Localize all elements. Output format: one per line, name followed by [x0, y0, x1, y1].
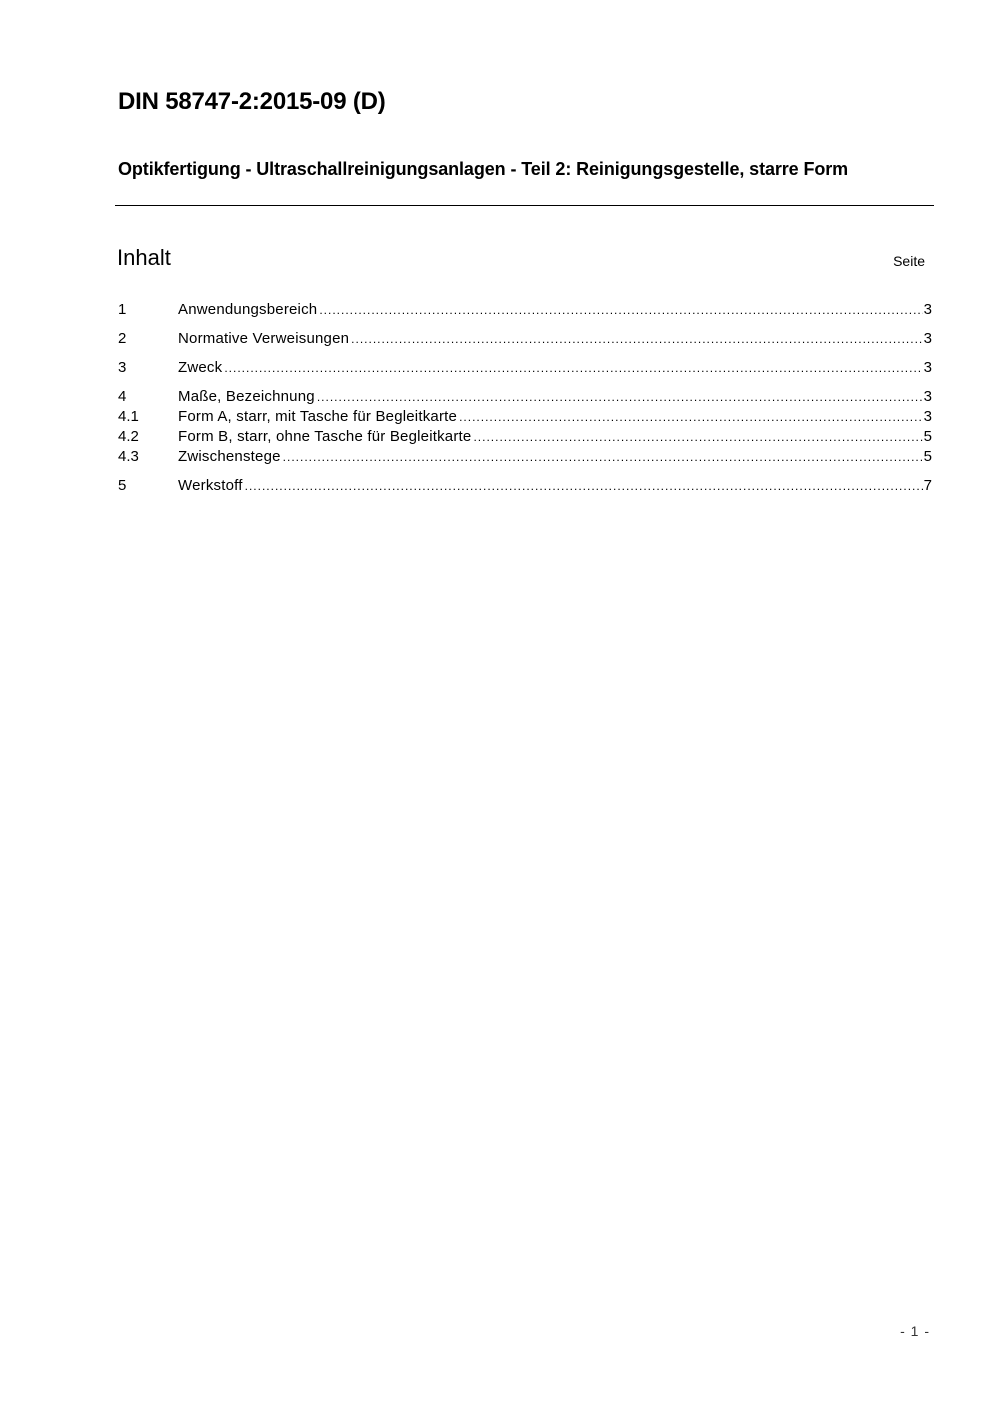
document-id: DIN 58747-2:2015-09 (D) [118, 88, 386, 115]
toc-dot-leader [319, 300, 922, 320]
toc-entry-number: 4.2 [118, 428, 139, 445]
toc-entry[interactable] [118, 476, 932, 496]
toc-entry[interactable] [118, 447, 932, 467]
toc-entry-page: 5 [923, 448, 932, 465]
toc-entry-page: 5 [923, 428, 932, 445]
toc-dot-leader [224, 358, 922, 378]
toc-entry-number: 1 [118, 301, 127, 318]
toc-entry-line [178, 329, 932, 349]
toc-heading: Inhalt [117, 245, 171, 270]
toc-entry-page: 3 [923, 359, 932, 376]
toc-entry-line [178, 358, 932, 378]
toc-entry[interactable] [118, 387, 932, 407]
toc-entry-label[interactable]: Zweck [178, 359, 223, 376]
toc-entry-page: 3 [923, 408, 932, 425]
toc-entry-page: 3 [923, 301, 932, 318]
toc-entry-line [178, 447, 932, 467]
toc-entry-number: 4.3 [118, 448, 139, 465]
table-of-contents [118, 300, 932, 496]
toc-entry-page: 7 [923, 477, 932, 494]
toc-entry[interactable] [118, 407, 932, 427]
page-number: - 1 - [900, 1323, 930, 1339]
toc-entry-number: 3 [118, 359, 127, 376]
toc-entry[interactable] [118, 329, 932, 349]
toc-entry-number: 2 [118, 330, 127, 347]
toc-entry-label[interactable]: Zwischenstege [178, 448, 281, 465]
toc-entry-number: 4 [118, 388, 127, 405]
toc-entry-number: 4.1 [118, 408, 139, 425]
toc-dot-leader [473, 427, 922, 447]
toc-entry-label[interactable]: Maße, Bezeichnung [178, 388, 315, 405]
toc-dot-leader [317, 387, 923, 407]
toc-entry-number: 5 [118, 477, 127, 494]
toc-entry-page: 3 [923, 330, 932, 347]
toc-entry-page: 3 [923, 388, 932, 405]
toc-entry[interactable] [118, 358, 932, 378]
document-title: Optikfertigung - Ultraschallreinigungsanlagen - Teil 2: Reinigungsgestelle, starre Form [118, 159, 849, 179]
toc-dot-leader [459, 407, 923, 427]
toc-dot-leader [351, 329, 923, 349]
toc-dot-leader [283, 447, 923, 467]
toc-entry-line [178, 387, 932, 407]
toc-entry-label[interactable]: Werkstoff [178, 477, 243, 494]
toc-entry-line [178, 407, 932, 427]
toc-entry[interactable] [118, 300, 932, 320]
toc-entry-label[interactable]: Anwendungsbereich [178, 301, 318, 318]
title-divider [115, 205, 934, 206]
toc-entry-label[interactable]: Normative Verweisungen [178, 330, 350, 347]
toc-entry[interactable] [118, 427, 932, 447]
toc-entry-line [178, 300, 932, 320]
toc-page-column-label: Seite [893, 253, 925, 269]
toc-entry-label[interactable]: Form B, starr, ohne Tasche für Begleitkarte [178, 428, 472, 445]
toc-entry-line [178, 476, 932, 496]
toc-dot-leader [245, 476, 923, 496]
toc-entry-line [178, 427, 932, 447]
toc-entry-label[interactable]: Form A, starr, mit Tasche für Begleitkarte [178, 408, 458, 425]
